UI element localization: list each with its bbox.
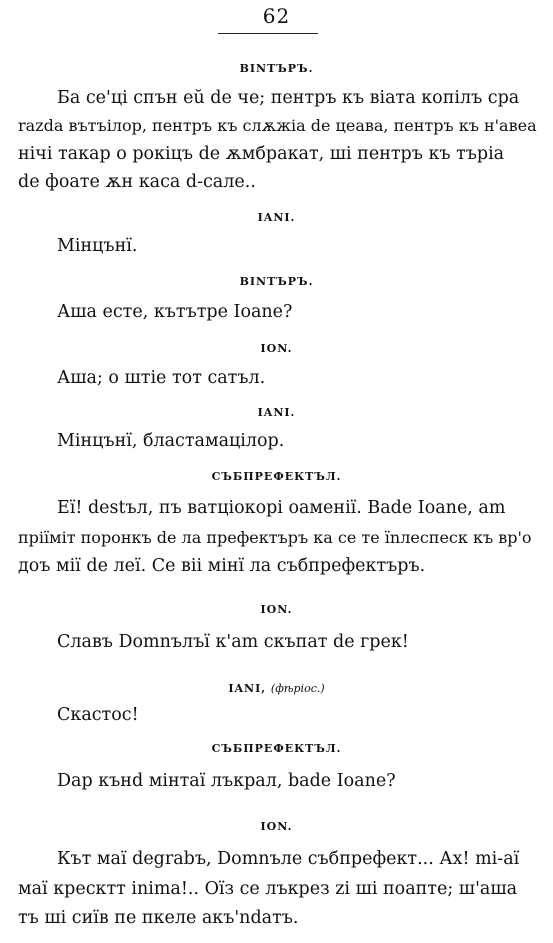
dialogue-line: тъ ші сиїв пе пкеле акъ'ndатъ.: [18, 908, 299, 928]
dialogue-line: маї кресктт inima!.. Оїз се лъкрез zi ші поапте; ш'аша: [18, 879, 518, 899]
speaker-heading: [0, 682, 553, 695]
speaker-name: СЪБПРЕФЕКТЪЛ.: [211, 470, 342, 483]
speaker-name: СЪБПРЕФЕКТЪЛ.: [211, 742, 342, 755]
dialogue-line: Еї! destъл, пъ ватціокорі оаменії. Bade Ioane, am: [57, 498, 506, 518]
speaker-name: ION.: [260, 603, 293, 616]
dialogue-line: Dap кънd мінтаї лъкрал, bade Ioane?: [57, 771, 396, 791]
speaker-name: IANI.: [257, 406, 296, 419]
dialogue-line: de фоате ѫн каса d-сале..: [18, 172, 256, 192]
dialogue-line: Аша; о штіе тот сатъл.: [57, 368, 266, 388]
page-number: 62: [262, 4, 291, 28]
dialogue-line: нічі такар о рокіцъ de ѫмбракат, ші пентръ къ търіа: [18, 144, 505, 164]
dialogue-line: Славъ Domnълъї к'am скъпат de грек!: [57, 632, 409, 652]
dialogue-line: Скастос!: [57, 705, 139, 725]
dialogue-line: пріїміт поронкъ de ла префектъръ ка се те їnлеспеск къ вр'о: [18, 528, 532, 547]
dialogue-line: Мінцънї.: [57, 236, 138, 256]
dialogue-line: Аша есте, кътътре Ioane?: [57, 302, 293, 322]
speaker-name: ION.: [260, 820, 293, 833]
dialogue-line: Кът маї degrabъ, Domnъле събпрефект... Ах! mi-аї: [57, 849, 520, 869]
speaker-name: ВІNТЪРЪ.: [239, 275, 314, 288]
dialogue-line: Ба се'ці спън еŭ de че; пентръ къ віата копілъ сра: [57, 88, 520, 108]
speaker-name: ION.: [260, 342, 293, 355]
speaker-name: IANI,: [228, 682, 267, 695]
stage-direction: (фѣріос.): [270, 682, 325, 695]
dialogue-line: razda вътъілор, пентръ къ слѫжіа de цеава, пентръ къ н'авеа: [18, 116, 537, 135]
header-rule: [218, 33, 318, 34]
dialogue-line: Мінцънї, бластамацілор.: [57, 431, 285, 451]
dialogue-line: доъ мії de леї. Се віі мінї ла събпрефектъръ.: [18, 556, 426, 576]
speaker-name: ВІNТЪРЪ.: [239, 62, 314, 75]
speaker-name: IANI.: [257, 211, 296, 224]
